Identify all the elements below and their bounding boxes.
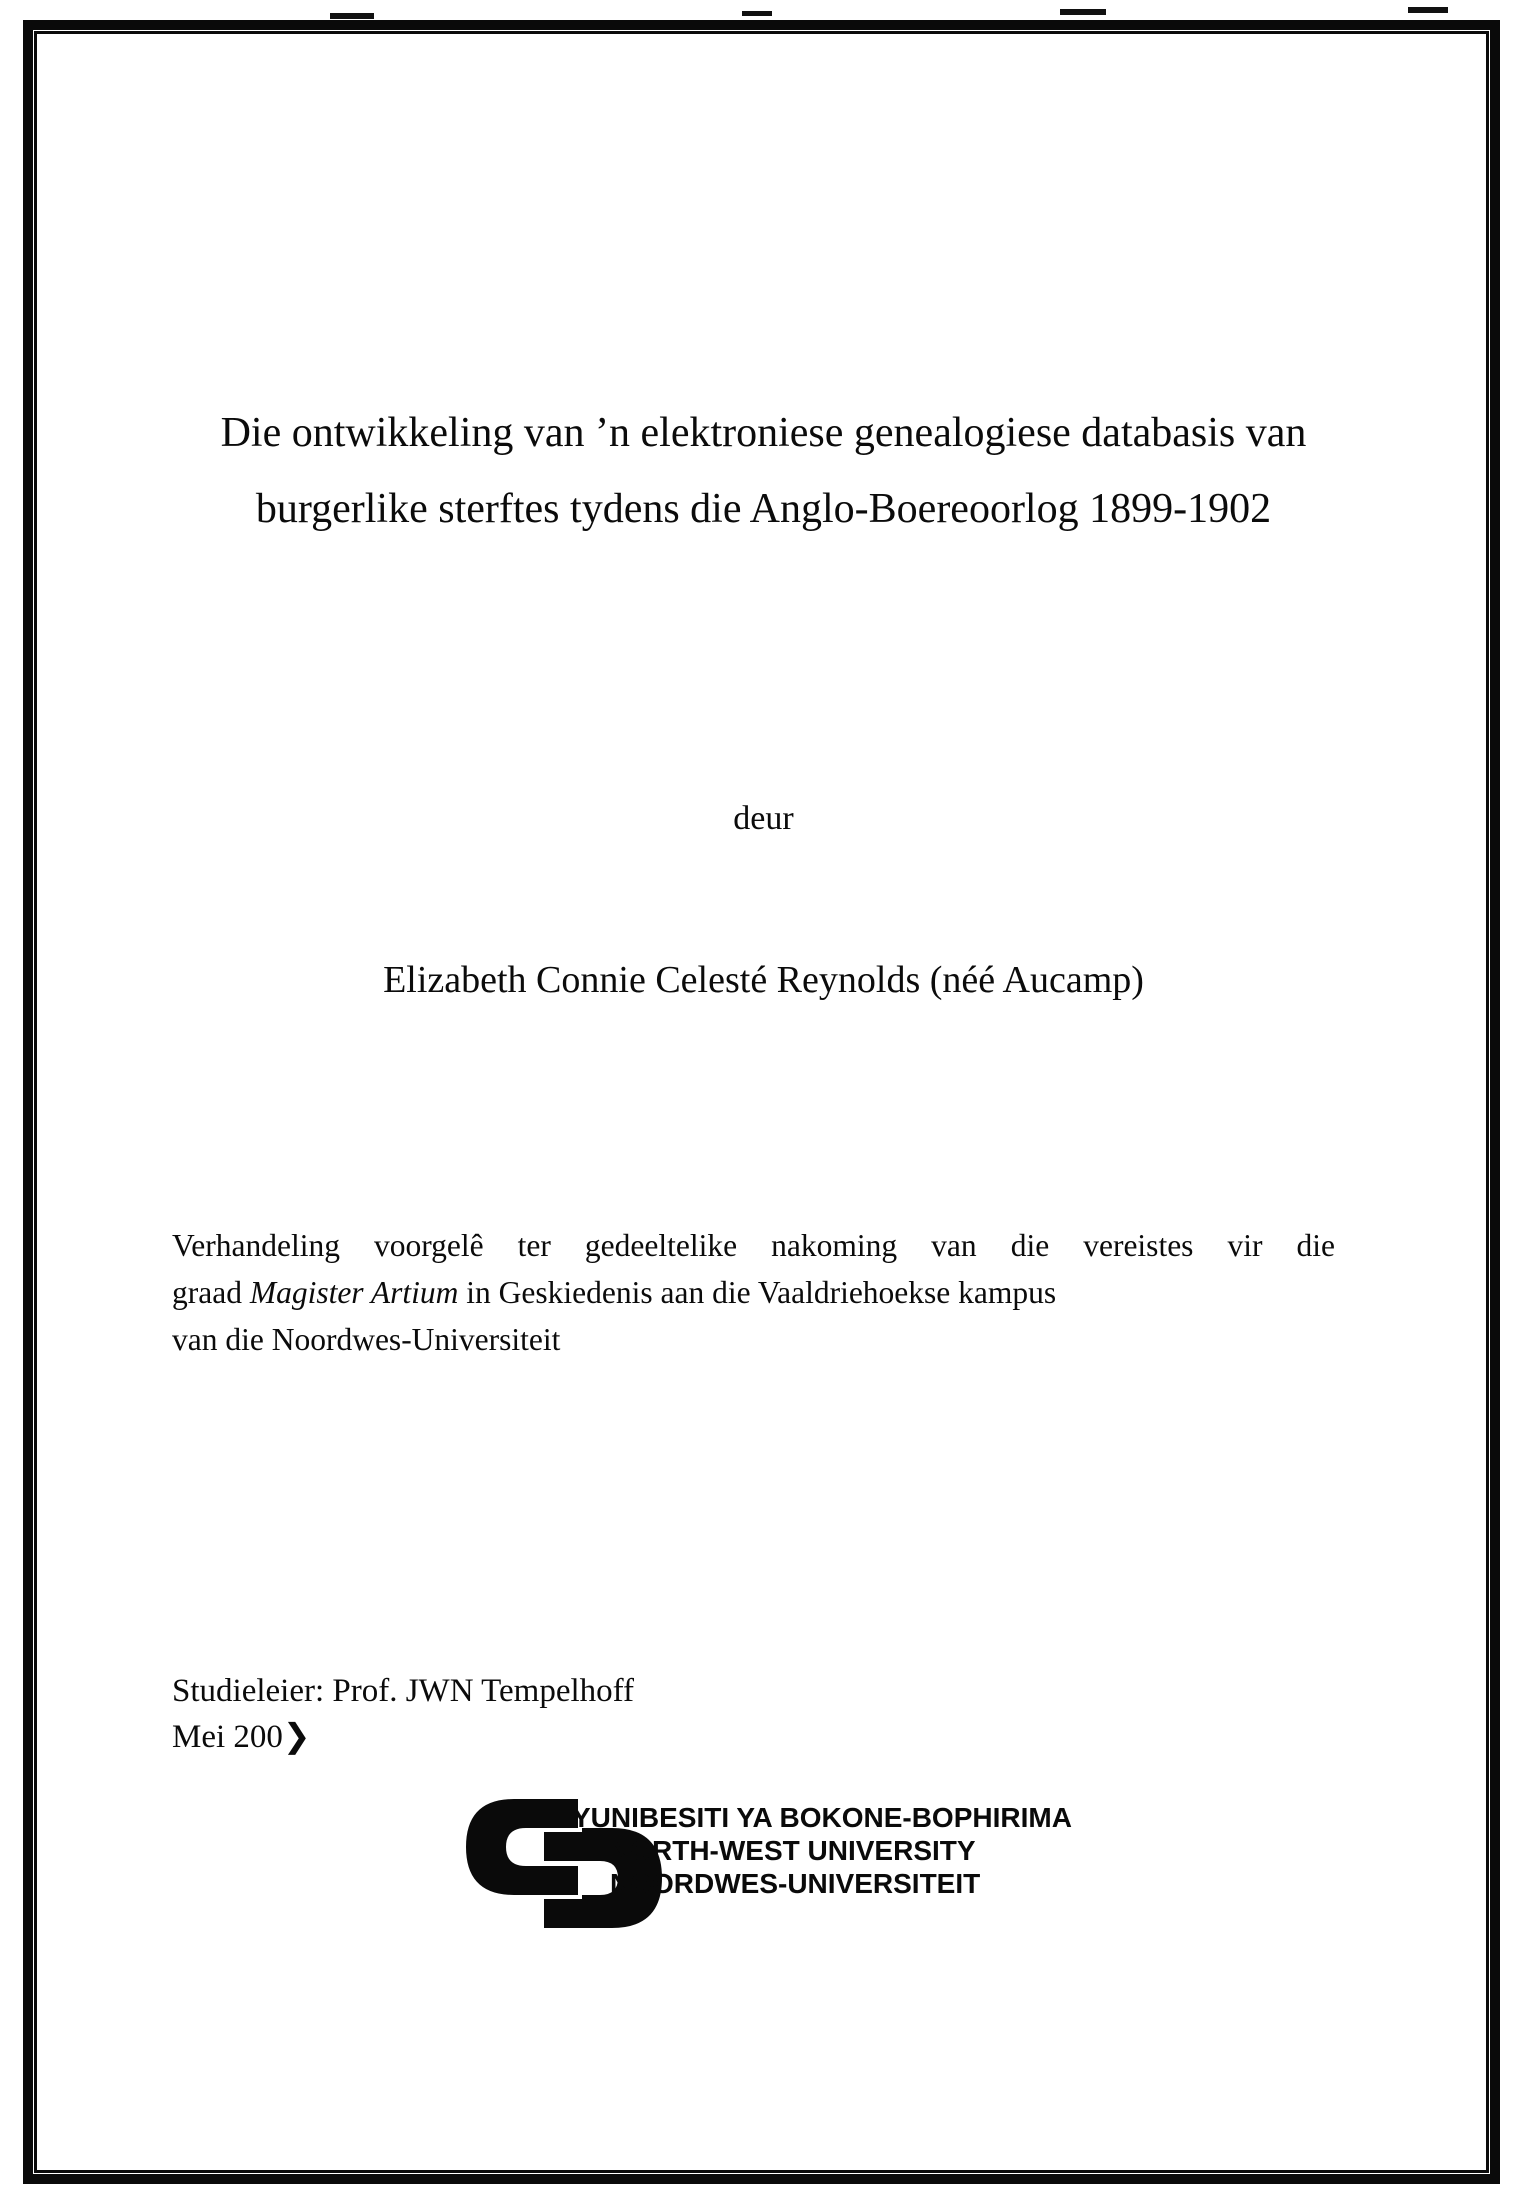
degree-note-line2-prefix: graad xyxy=(172,1275,250,1310)
scan-artifact xyxy=(1408,7,1448,13)
degree-note-line2 xyxy=(172,1269,1335,1316)
degree-note-line1: Verhandeling voorgelê ter gedeeltelike nakoming van die vereistes vir die xyxy=(172,1228,1335,1263)
scan-artifact xyxy=(330,13,374,19)
thesis-title xyxy=(110,395,1417,547)
date-line: Mei 200❯ xyxy=(172,1719,311,1755)
supervisor-block xyxy=(172,1668,634,1760)
thesis-title-line2: burgerlike sterftes tydens die Anglo-Boereoorlog 1899-1902 xyxy=(255,486,1272,532)
university-logo-text xyxy=(572,1801,1072,1900)
degree-note xyxy=(172,1222,1335,1363)
university-name-english: NORTH-WEST UNIVERSITY xyxy=(610,1835,976,1866)
university-logo xyxy=(462,1795,1162,1935)
degree-note-line3: van die Noordwes-Universiteit xyxy=(172,1322,561,1357)
degree-note-line2-italic: Magister Artium xyxy=(249,1275,459,1310)
scan-artifact xyxy=(1060,9,1106,15)
thesis-title-line1: Die ontwikkeling van ’n elektroniese genealogiese databasis van xyxy=(220,410,1307,456)
university-name-afrikaans: NOORDWES-UNIVERSITEIT xyxy=(610,1868,981,1899)
author-name: Elizabeth Connie Celesté Reynolds (néé Aucamp) xyxy=(383,959,1144,1001)
byline-label: deur xyxy=(733,800,794,837)
scan-artifact xyxy=(742,11,772,16)
university-name-setswana: YUNIBESITI YA BOKONE-BOPHIRIMA xyxy=(572,1802,1072,1833)
degree-note-line2-suffix: in Geskiedenis aan die Vaaldriehoekse kampus xyxy=(458,1275,1057,1310)
supervisor-line: Studieleier: Prof. JWN Tempelhoff xyxy=(172,1673,635,1709)
